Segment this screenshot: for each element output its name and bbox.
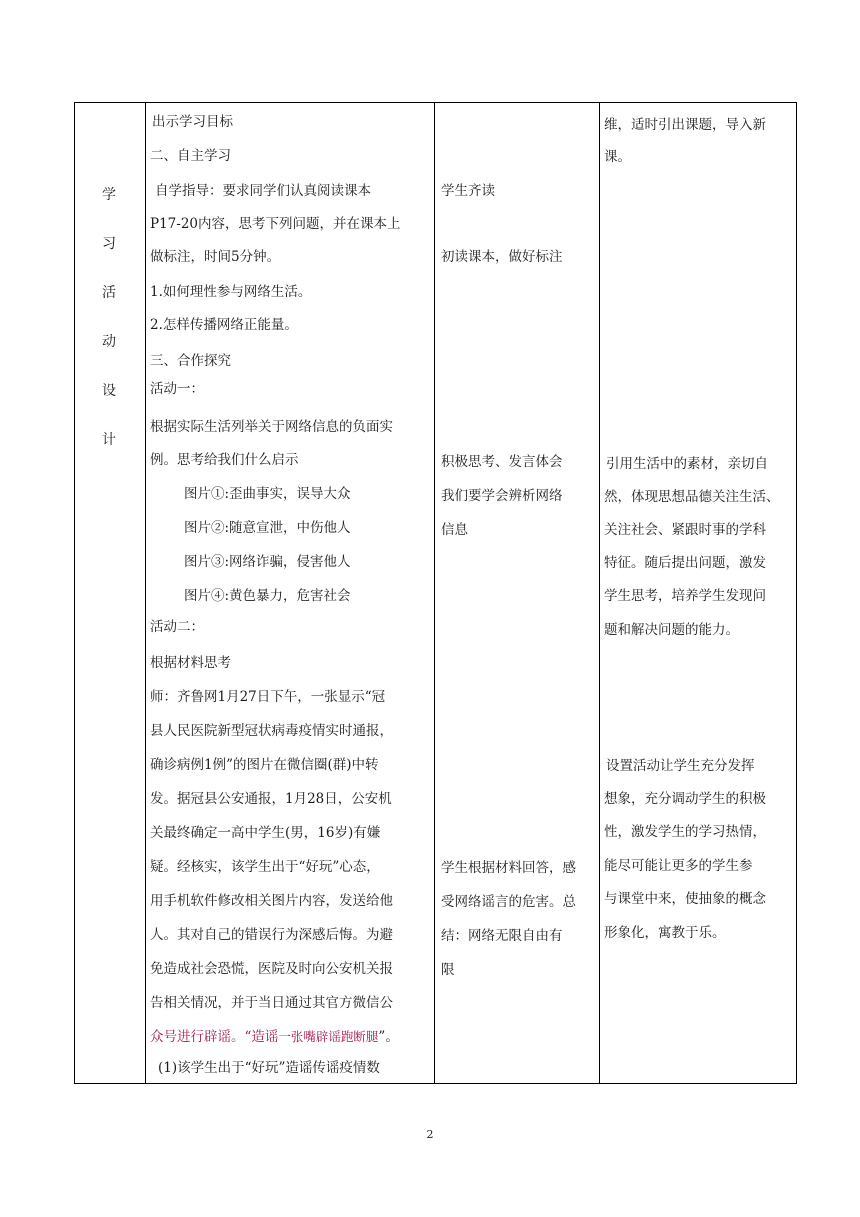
text-fragment: ”。 [378,1029,399,1045]
text-line: 县人民医院新型冠状病毒疫情实时通报， [150,723,393,739]
picture-item: 图片③:网络诈骗，侵害他人 [184,554,351,570]
text-line: 例。思考给我们什么启示 [150,452,299,468]
student-line: 结：网络无限自由有 [441,928,563,944]
side-char: 学 [102,187,116,203]
text-line: 确诊病例1例”的图片在微信圈(群)中转 [150,757,379,773]
side-char: 活 [102,285,116,301]
intent-line: 维，适时引出课题，导入新 [604,117,766,133]
question-item: 1.如何理性参与网络生活。 [150,284,312,300]
student-line: 受网络谣言的危害。总 [441,894,576,910]
picture-item: 图片①:歪曲事实，误导大众 [184,486,351,502]
student-line: 信息 [441,522,468,538]
side-char: 计 [102,432,116,448]
question-item: 2.怎样传播网络正能量。 [150,317,298,333]
student-line: 学生齐读 [441,183,495,199]
text-line: 根据实际生活列举关于网络信息的负面实 [150,419,393,435]
intent-line: 特征。随后提出问题，激发 [604,555,766,571]
intent-line: 设置活动让学生充分发挥 [606,758,755,774]
student-line: 学生根据材料回答，感 [441,860,576,876]
text-line: 做标注，时间5分钟。 [150,249,281,265]
question-item: (1)该学生出于“好玩”造谣传谣疫情数 [158,1060,380,1076]
side-char: 设 [102,383,116,399]
highlight-quote: 一张嘴辟谣跑断腿 [278,1029,379,1044]
highlight-text: 众号进行辟谣。“造谣 [150,1029,279,1045]
text-line: P17-20内容，思考下列问题，并在课本上 [150,216,401,232]
intent-line: 课。 [604,149,631,165]
intent-line: 能尽可能让更多的学生参 [604,858,753,874]
intent-line: 关注社会、紧跟时事的学科 [604,522,766,538]
activity-heading: 活动二： [150,619,204,635]
side-label [74,184,144,478]
text-line: 师：齐鲁网1月27日下午，一张显示“冠 [150,689,386,705]
picture-item: 图片②:随意宣泄，中伤他人 [184,520,351,536]
text-line: 人。其对自己的错误行为深感后悔。为避 [150,927,393,943]
intent-line: 与课堂中来，使抽象的概念 [604,891,766,907]
text-line: 自学指导：要求同学们认真阅读课本 [155,183,371,199]
text-line: 发。据冠县公安通报，1月28日，公安机 [150,791,392,807]
student-line: 积极思考、发言体会 [441,454,563,470]
text-line: 免造成社会恐慌，医院及时向公安机关报 [150,961,393,977]
intent-line: 学生思考，培养学生发现问 [604,588,766,604]
intent-line: 想象，充分调动学生的积极 [604,791,766,807]
text-line: 出示学习目标 [152,114,233,130]
intent-line: 题和解决问题的能力。 [604,622,739,638]
student-line: 我们要学会辨析网络 [441,488,563,504]
section-heading: 二、自主学习 [150,148,231,164]
text-line-highlight [150,1027,399,1047]
page-number: 2 [426,1128,434,1141]
text-line: 告相关情况，并于当日通过其官方微信公 [150,995,393,1011]
text-line: 关最终确定一高中学生(男，16岁)有嫌 [150,825,381,841]
intent-line: 然，体现思想品德关注生活、 [604,489,780,505]
intent-line: 引用生活中的素材，亲切自 [606,456,768,472]
picture-item: 图片④:黄色暴力，危害社会 [184,588,351,604]
activity-heading: 活动一： [150,381,204,397]
side-char: 动 [102,334,116,350]
section-heading: 三、合作探究 [150,353,231,369]
intent-line: 形象化，寓教于乐。 [604,925,726,941]
student-line: 限 [441,962,455,978]
text-line: 用手机软件修改相关图片内容，发送给他 [150,893,393,909]
intent-line: 性，激发学生的学习热情， [604,824,766,840]
text-line: 疑。经核实，该学生出于“好玩”心态， [150,859,380,875]
text-line: 根据材料思考 [150,655,231,671]
side-char: 习 [102,236,116,252]
student-line: 初读课本，做好标注 [441,249,563,265]
